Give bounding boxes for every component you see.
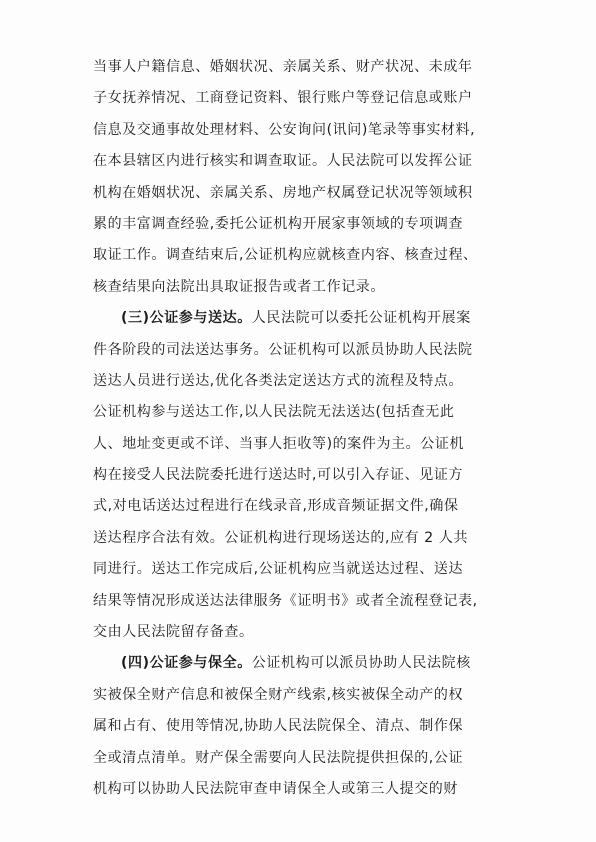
text-line: 全或清点清单。财产保全需要向人民法院提供担保的,公证 bbox=[93, 749, 464, 766]
text-line: 结果等情况形成送达法律服务《证明书》或者全流程登记表, bbox=[93, 592, 478, 609]
text-line: 公证机构参与送达工作,以人民法院无法送达(包括查无此 bbox=[93, 404, 455, 421]
text-line: 实被保全财产信息和被保全财产线索,核实被保全动产的权 bbox=[93, 686, 464, 703]
section-4-heading: (四)公证参与保全。 bbox=[121, 655, 252, 672]
section-4-first-line-text: 公证机构可以派员协助人民法院核 bbox=[251, 655, 471, 672]
section-3-heading: (三)公证参与送达。 bbox=[121, 310, 252, 327]
section-3-first-line-text: 人民法院可以委托公证机构开展案 bbox=[251, 310, 471, 327]
text-line: 送达人员进行送达,优化各类法定送达方式的流程及特点。 bbox=[93, 372, 464, 389]
text-line: 在本县辖区内进行核实和调查取证。人民法院可以发挥公证 bbox=[93, 153, 473, 170]
text-line: 构在接受人民法院委托进行送达时,可以引入存证、见证方 bbox=[93, 467, 464, 484]
text-line: 同进行。送达工作完成后,公证机构应当就送达过程、送达 bbox=[93, 561, 464, 578]
text-line: 核查结果向法院出具取证报告或者工作记录。 bbox=[93, 278, 385, 295]
text-line: 送达程序合法有效。公证机构进行现场送达的,应有 2 人共 bbox=[93, 529, 469, 546]
text-line: 机构可以协助人民法院审查申请保全人或第三人提交的财 bbox=[93, 780, 458, 797]
text-line: 式,对电话送达过程进行在线录音,形成音频证据文件,确保 bbox=[93, 498, 459, 515]
text-line: 子女抚养情况、工商登记资料、银行账户等登记信息或账户 bbox=[93, 90, 473, 107]
text-line: 当事人户籍信息、婚姻状况、亲属关系、财产状况、未成年 bbox=[93, 59, 473, 75]
text-line: 件各阶段的司法送达事务。公证机构可以派员协助人民法院 bbox=[93, 341, 473, 358]
document-body bbox=[93, 52, 513, 805]
text-line: 人、地址变更或不详、当事人拒收等)的案件为主。公证机 bbox=[93, 435, 465, 452]
text-line: 机构在婚姻状况、亲属关系、房地产权属登记状况等领域积 bbox=[93, 184, 473, 201]
section-3-first-line bbox=[93, 303, 513, 334]
text-line: 信息及交通事故处理材料、公安询问(讯问)笔录等事实材料, bbox=[93, 121, 476, 138]
text-line: 累的丰富调查经验,委托公证机构开展家事领域的专项调查 bbox=[93, 215, 464, 232]
text-line: 交由人民法院留存备查。 bbox=[93, 624, 254, 641]
text-line: 取证工作。调查结束后,公证机构应就核查内容、核查过程、 bbox=[93, 247, 478, 264]
section-4-first-line bbox=[93, 648, 513, 679]
text-line: 属和占有、使用等情况,协助人民法院保全、清点、制作保 bbox=[93, 718, 464, 735]
